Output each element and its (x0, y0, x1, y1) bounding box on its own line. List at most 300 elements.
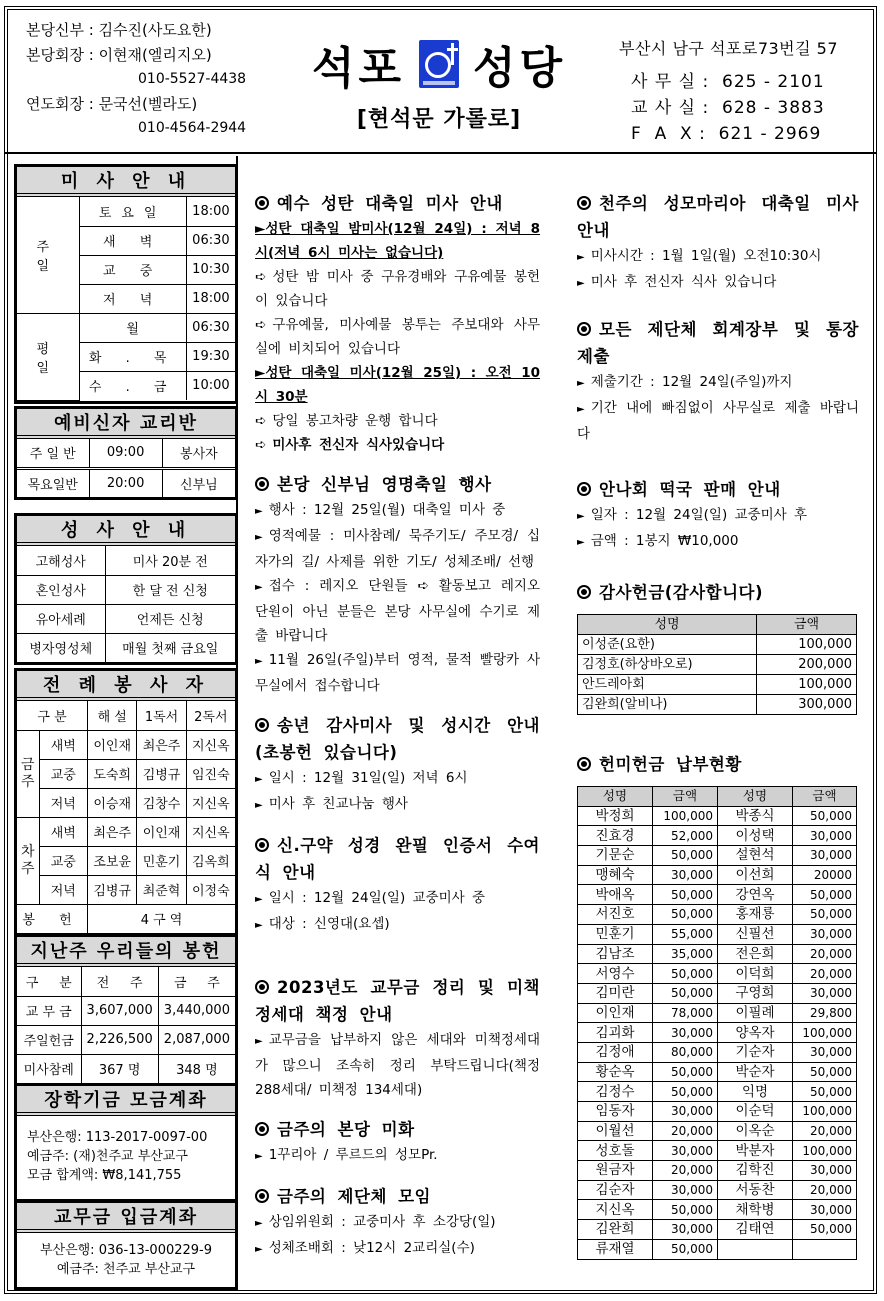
dues-account-number: 부산은행: 036-13-000229-9 (39, 1243, 213, 1258)
scholarship-box (14, 1083, 238, 1202)
scholarship-total: 모금 합계액: ₩8,141,755 (27, 1168, 182, 1183)
christmas-eve-mass: ►성탄 대축일 밤미사(12월 24일) : 저녁 8시(저녁 6시 미사는 없습니다) (255, 221, 540, 261)
donor-amount: 30,000 (793, 826, 857, 846)
donor-amount: 100,000 (793, 1023, 857, 1043)
header-cell: 구 분 (17, 701, 88, 730)
bulletin-header (4, 6, 877, 154)
donor-name: 박순자 (718, 1062, 793, 1082)
curr-value: 348 명 (158, 1054, 235, 1083)
right-column (577, 190, 859, 1274)
catechumen-title: 예비신자 교리반 (17, 409, 235, 439)
ledger-section (577, 316, 859, 446)
curr-value: 3,440,000 (158, 996, 235, 1025)
table-row (578, 1042, 857, 1062)
middle-column (255, 190, 540, 1276)
announcement-line: ➪ 당일 봉고차량 운행 합니다 (255, 413, 438, 429)
arrow-icon: ➪ (255, 269, 267, 285)
tteokguk-section (577, 476, 859, 555)
triangle-bullet-icon: ► (255, 894, 263, 905)
donor-name: 지신옥 (578, 1200, 653, 1220)
circle-bullet-icon (255, 1122, 269, 1136)
section-title: 예수 성탄 대축일 미사 안내 (255, 190, 540, 217)
table-row: 김정호(하상바오로) 200,000 (578, 655, 857, 675)
donor-name: 서진호 (578, 905, 653, 925)
contact-fax: F A X : 621 - 2969 (631, 124, 822, 144)
dues-account-holder: 예금주: 천주교 부산교구 (56, 1262, 196, 1277)
triangle-bullet-icon: ► (255, 1036, 263, 1047)
yeondo-name: 문국선(벨라도) (98, 94, 198, 113)
table-row (578, 1062, 857, 1082)
donor-name: 강연옥 (718, 885, 793, 905)
donor-name: 구영희 (718, 983, 793, 1003)
donor-amount: 20,000 (793, 1121, 857, 1141)
donor-amount: 100,000 (653, 806, 718, 826)
commentator: 조보윤 (88, 846, 137, 875)
section-title: 금주의 본당 미화 (255, 1116, 540, 1143)
mass-day: 화 . 목 (79, 342, 186, 371)
mass-cell: 새벽 (39, 730, 88, 759)
donor-amount: 50,000 (653, 983, 718, 1003)
mass-cell: 저녁 (39, 875, 88, 904)
donor-name: 김태연 (718, 1220, 793, 1240)
donor-name: 류재열 (578, 1239, 653, 1259)
title-right: 성당 (473, 43, 567, 94)
donor-amount: 20000 (793, 865, 857, 885)
mass-day: 토요일 (79, 197, 186, 226)
table-row (578, 885, 857, 905)
sacraments-title: 성 사 안 내 (17, 516, 235, 546)
table-row (578, 1239, 857, 1259)
table-row (578, 1003, 857, 1023)
table-row (578, 944, 857, 964)
donor-amount: 30,000 (793, 846, 857, 866)
reader-1: 민훈기 (137, 846, 186, 875)
donor-amount: 50,000 (793, 1062, 857, 1082)
donor-name: 김정애 (578, 1042, 653, 1062)
donor-amount: 20,000 (793, 964, 857, 984)
prev-value: 367 명 (81, 1054, 158, 1083)
commentator: 이인재 (88, 730, 137, 759)
donor-amount: 50,000 (653, 885, 718, 905)
christmas-section (255, 190, 540, 457)
table-row: 안드레아회 100,000 (578, 675, 857, 695)
table-row (578, 1102, 857, 1122)
announcement-line: ► 영적예물 : 미사참례/ 묵주기도/ 주모경/ 십자가의 길/ 사제를 위한 기도/ 성체조배/ 선행 (255, 528, 540, 570)
announcement-line: ► 미사 후 전신자 식사 있습니다 (577, 274, 777, 290)
donor-amount: 30,000 (793, 1200, 857, 1220)
sacrament-info: 미사 20분 전 (105, 546, 235, 575)
announcement-line: ► 접수 : 레지오 단원들 ➪ 활동보고 레지오 단원이 아닌 분들은 본당 사무실에 수기로 제출 바랍니다 (255, 578, 540, 644)
section-title: 헌미헌금 납부현황 (577, 751, 859, 778)
donor-amount: 50,000 (793, 806, 857, 826)
arrow-icon: ➪ (255, 317, 267, 333)
president-name: 이현재(엘리지오) (98, 45, 212, 64)
donor-amount: 30,000 (653, 1141, 718, 1161)
next-week-label: 차주 (17, 817, 39, 904)
announcement-line: ► 제출기간 : 12월 24일(주일)까지 (577, 374, 793, 390)
donor-name: 김남조 (578, 944, 653, 964)
donor-amount: 50,000 (793, 905, 857, 925)
this-week-label: 금주 (17, 730, 39, 817)
donor-name: 맹혜숙 (578, 865, 653, 885)
donor-name: 김정수 (578, 1082, 653, 1102)
donor-name: 김완희 (578, 1220, 653, 1240)
section-title: 신.구약 성경 완필 인증서 수여식 안내 (255, 836, 540, 882)
offering-label: 봉 헌 (17, 904, 88, 933)
header-cell: 성명 (578, 615, 757, 635)
mass-time: 10:00 (186, 371, 235, 400)
reader-1: 김병규 (137, 759, 186, 788)
reader-2: 이정숙 (186, 875, 235, 904)
row-label: 주일헌금 (17, 1025, 81, 1054)
mass-guide-table (17, 197, 235, 401)
president-label: 본당회장 : (26, 45, 99, 64)
section-title: 금주의 제단체 모임 (255, 1183, 540, 1210)
donor-amount: 50,000 (653, 1239, 718, 1259)
donor-name: 설현석 (718, 846, 793, 866)
circle-bullet-icon (255, 1189, 269, 1203)
class-name: 주 일 반 (17, 439, 89, 468)
donor-name: 성호돌 (578, 1141, 653, 1161)
yeondo-phone: 010-4564-2944 (138, 120, 247, 136)
donor-name: 황순옥 (578, 1062, 653, 1082)
scholarship-account: 부산은행: 113-2017-0097-00 (27, 1130, 208, 1145)
circle-bullet-icon (255, 980, 269, 994)
weekday-label: 평 일 (17, 313, 79, 400)
donor-amount: 30,000 (793, 1161, 857, 1181)
sacraments-box (14, 513, 238, 665)
thanks-section (577, 579, 859, 715)
donor-name: 채학병 (718, 1200, 793, 1220)
header-cell: 금 주 (158, 967, 235, 996)
table-row (578, 1180, 857, 1200)
circle-bullet-icon (255, 477, 269, 491)
donor-amount: 52,000 (653, 826, 718, 846)
donor-amount: 30,000 (653, 1102, 718, 1122)
donor-amount: 50,000 (653, 1062, 718, 1082)
mass-time: 18:00 (186, 284, 235, 313)
announcement-line: ► 일자 : 12월 24일(일) 교중미사 후 (577, 507, 808, 523)
donor-name: 박애옥 (578, 885, 653, 905)
pastor-label: 본당신부 : (26, 21, 99, 39)
donor-amount: 80,000 (653, 1042, 718, 1062)
reader-2: 김옥희 (186, 846, 235, 875)
triangle-bullet-icon: ► (255, 1151, 263, 1162)
sacrament-name: 고해성사 (17, 546, 105, 575)
triangle-bullet-icon: ► (255, 656, 263, 667)
donor-name: 이덕희 (718, 964, 793, 984)
triangle-bullet-icon: ► (577, 278, 585, 289)
circle-bullet-icon (255, 838, 269, 852)
donor-amount: 30,000 (793, 983, 857, 1003)
reader-2: 지신옥 (186, 788, 235, 817)
sacrament-name: 혼인성사 (17, 575, 105, 604)
contact-office: 사 무 실 : 625 - 2101 (631, 72, 825, 92)
donor-amount: 20,000 (653, 1121, 718, 1141)
mass-cell: 새벽 (39, 817, 88, 846)
sacrament-name: 유아세례 (17, 604, 105, 633)
announcement-line: ► 금액 : 1봉지 ₩10,000 (577, 533, 739, 549)
class-time: 09:00 (89, 439, 162, 468)
reader-2: 지신옥 (186, 730, 235, 759)
announcement-line: ➪ 구유예물, 미사예물 봉투는 주보대와 사무실에 비치되어 있습니다 (255, 317, 540, 357)
contact-teacher-room: 교 사 실 : 628 - 3883 (631, 98, 825, 118)
donor-name: 기문순 (578, 846, 653, 866)
servers-box (14, 668, 238, 936)
table-row (578, 983, 857, 1003)
announcement-line: ► 교무금을 납부하지 않은 세대와 미책정세대가 많으니 조속히 정리 부탁드립니다(책정 288세대/ 미책정 134세대) (255, 1032, 540, 1098)
announcement-line: ► 미사 후 친교나눔 행사 (255, 796, 408, 812)
donor-name: 김학진 (718, 1161, 793, 1181)
header-cell: 금액 (793, 787, 857, 807)
triangle-bullet-icon: ► (255, 800, 263, 811)
header-cell: 전 주 (81, 967, 158, 996)
donor-name (718, 1239, 793, 1259)
commentator: 이승재 (88, 788, 137, 817)
table-row (578, 826, 857, 846)
dues-account-box (14, 1200, 238, 1290)
donor-amount: 30,000 (653, 1180, 718, 1200)
table-row (578, 865, 857, 885)
triangle-bullet-icon: ► (577, 378, 585, 389)
section-title: 천주의 성모마리아 대축일 미사 안내 (577, 194, 859, 240)
triangle-bullet-icon: ► (577, 511, 585, 522)
arrow-icon: ➪ (255, 437, 267, 453)
reader-1: 최준혁 (137, 875, 186, 904)
catechumen-box (14, 406, 238, 500)
donor-amount: 30,000 (793, 1042, 857, 1062)
announcement-line: ► 미사시간 : 1월 1일(월) 오전10:30시 (577, 248, 822, 264)
donor-amount: 30,000 (793, 924, 857, 944)
sunday-label: 주 일 (17, 197, 79, 313)
mass-time: 18:00 (186, 197, 235, 226)
mass-time: 06:30 (186, 313, 235, 342)
last-week-table (17, 967, 235, 1083)
announcement-line: ► 대상 : 신영대(요셉) (255, 916, 390, 932)
header-cell: 금액 (653, 787, 718, 807)
offering-district: 4 구 역 (88, 904, 235, 933)
year-end-section (255, 712, 540, 818)
donor-amount: 30,000 (653, 1023, 718, 1043)
triangle-bullet-icon: ► (577, 252, 585, 263)
announcement-line: ► 상임위원회 : 교중미사 후 소강당(일) (255, 1214, 496, 1230)
mass-day: 새 벽 (79, 226, 186, 255)
donor-name: 양옥자 (718, 1023, 793, 1043)
groups-section (255, 1183, 540, 1262)
mass-cell: 교중 (39, 846, 88, 875)
class-teacher: 봉사자 (162, 439, 235, 468)
circle-bullet-icon (577, 196, 591, 210)
announcement-line: ► 11월 26일(주일)부터 영적, 물적 빨랑카 사무실에서 접수합니다 (255, 652, 540, 694)
mass-time: 19:30 (186, 342, 235, 371)
table-row (578, 846, 857, 866)
mass-day: 교 중 (79, 255, 186, 284)
donor-name: 이선희 (718, 865, 793, 885)
section-title: 2023년도 교무금 정리 및 미책정세대 책정 안내 (255, 978, 540, 1024)
header-cell: 구 분 (17, 967, 81, 996)
scholarship-body (17, 1116, 235, 1199)
thanks-table (577, 614, 857, 715)
donor-amount: 100,000 (793, 1141, 857, 1161)
header-cell: 성명 (578, 787, 653, 807)
sacrament-info: 매월 첫째 금요일 (105, 633, 235, 662)
pastor-name: 김수진(사도요한) (98, 21, 212, 39)
donor-name: 서영수 (578, 964, 653, 984)
announcement-line: ➪ 성탄 밤 미사 중 구유경배와 구유예물 봉헌이 있습니다 (255, 269, 540, 309)
curr-value: 2,087,000 (158, 1025, 235, 1054)
donor-amount: 50,000 (653, 905, 718, 925)
announcement-line: ► 일시 : 12월 24일(일) 교중미사 중 (255, 890, 486, 906)
building-fund-section (577, 751, 859, 1260)
circle-bullet-icon (577, 482, 591, 496)
title-left: 석포 (311, 43, 405, 94)
staff-info (26, 18, 246, 141)
reader-2: 임진숙 (186, 759, 235, 788)
mass-guide-title: 미 사 안 내 (17, 167, 235, 197)
yeondo-label: 연도회장 : (26, 94, 99, 113)
section-title: 송년 감사미사 및 성시간 안내(초봉헌 있습니다) (255, 716, 540, 762)
scholarship-title: 장학기금 모금계좌 (17, 1086, 235, 1116)
pastor-feast-section (255, 471, 540, 698)
triangle-bullet-icon: ► (255, 506, 263, 517)
donor-name: 김괴화 (578, 1023, 653, 1043)
last-week-box (14, 934, 238, 1086)
donor-name: 기순자 (718, 1042, 793, 1062)
mass-cell: 저녁 (39, 788, 88, 817)
class-name: 목요일반 (17, 468, 89, 497)
header-cell: 2독서 (186, 701, 235, 730)
donor-name: 이인재 (578, 1003, 653, 1023)
mass-guide-box (14, 164, 238, 404)
table-row (578, 964, 857, 984)
table-row (578, 1200, 857, 1220)
triangle-bullet-icon: ► (255, 1244, 263, 1255)
contact-info (619, 36, 838, 147)
reader-1: 최은주 (137, 730, 186, 759)
row-label: 미사참례 (17, 1054, 81, 1083)
commentator: 최은주 (88, 817, 137, 846)
arrow-icon: ➪ (255, 413, 267, 429)
donor-amount: 30,000 (653, 865, 718, 885)
table-row: 이성준(요한) 100,000 (578, 635, 857, 655)
left-column (6, 156, 238, 1290)
announcement-line: ► 성체조배회 : 낮12시 2교리실(수) (255, 1240, 475, 1256)
christmas-day-mass: ►성탄 대축일 미사(12월 25일) : 오전 10시 30분 (255, 365, 540, 405)
scholarship-holder: 예금주: (재)천주교 부산교구 (27, 1149, 188, 1164)
circle-bullet-icon (577, 322, 591, 336)
class-teacher: 신부님 (162, 468, 235, 497)
announcement-line: ► 1꾸리아 / 루르드의 성모Pr. (255, 1147, 438, 1163)
table-row (578, 806, 857, 826)
prev-value: 2,226,500 (81, 1025, 158, 1054)
mass-day: 저 녁 (79, 284, 186, 313)
donor-amount: 50,000 (653, 1082, 718, 1102)
donor-amount (793, 1239, 857, 1259)
donor-name: 원금자 (578, 1161, 653, 1181)
table-row (578, 905, 857, 925)
donor-amount: 20,000 (653, 1161, 718, 1181)
reader-1: 김창수 (137, 788, 186, 817)
dues-account-body (17, 1233, 235, 1287)
patron-subtitle: [현석문 가롤로] (356, 107, 522, 132)
donor-name: 익명 (718, 1082, 793, 1102)
donor-name: 이순덕 (718, 1102, 793, 1122)
donor-name: 김미란 (578, 983, 653, 1003)
donor-name: 박분자 (718, 1141, 793, 1161)
mass-time: 06:30 (186, 226, 235, 255)
donor-amount: 30,000 (653, 1220, 718, 1240)
donor-name: 김순자 (578, 1180, 653, 1200)
reader-2: 지신옥 (186, 817, 235, 846)
header-cell: 금액 (757, 615, 857, 635)
mass-day: 수 . 금 (79, 371, 186, 400)
mary-section (577, 190, 859, 296)
president-phone: 010-5527-4438 (138, 71, 247, 87)
donor-name: 서동찬 (718, 1180, 793, 1200)
church-title (309, 32, 569, 133)
donor-amount: 55,000 (653, 924, 718, 944)
reader-1: 이인재 (137, 817, 186, 846)
header-cell: 성명 (718, 787, 793, 807)
triangle-bullet-icon: ► (255, 532, 263, 543)
dues-account-title: 교무금 입금계좌 (17, 1203, 235, 1233)
header-cell: 해 설 (88, 701, 137, 730)
header-cell: 1독서 (137, 701, 186, 730)
table-row (578, 1121, 857, 1141)
donor-amount: 50,000 (793, 1082, 857, 1102)
catechumen-table (17, 439, 235, 497)
donor-amount: 50,000 (793, 885, 857, 905)
donor-amount: 20,000 (793, 1180, 857, 1200)
prev-value: 3,607,000 (81, 996, 158, 1025)
section-title: 안나회 떡국 판매 안내 (577, 476, 859, 503)
table-row (578, 1161, 857, 1181)
announcement-line: ➪ 미사후 전신자 식사있습니다 (255, 437, 445, 453)
donor-name: 홍재룡 (718, 905, 793, 925)
triangle-bullet-icon: ► (255, 774, 263, 785)
table-row (578, 924, 857, 944)
donor-amount: 78,000 (653, 1003, 718, 1023)
donor-amount: 35,000 (653, 944, 718, 964)
triangle-bullet-icon: ► (577, 404, 585, 415)
donor-amount: 50,000 (653, 964, 718, 984)
triangle-bullet-icon: ► (255, 582, 263, 593)
donor-amount: 50,000 (653, 846, 718, 866)
donor-name: 박종식 (718, 806, 793, 826)
circle-bullet-icon (255, 196, 269, 210)
circle-bullet-icon (577, 757, 591, 771)
sacrament-info: 언제든 신청 (105, 604, 235, 633)
donor-name: 이성택 (718, 826, 793, 846)
last-week-title: 지난주 우리들의 봉헌 (17, 937, 235, 967)
sacraments-table (17, 546, 235, 662)
donor-name: 임동자 (578, 1102, 653, 1122)
address: 부산시 남구 석포로73번길 57 (619, 39, 839, 58)
announcement-line: ► 행사 : 12월 25일(월) 대축일 미사 중 (255, 502, 506, 518)
donor-name: 이필례 (718, 1003, 793, 1023)
sacrament-name: 병자영성체 (17, 633, 105, 662)
building-fund-table (577, 786, 857, 1260)
donor-name: 박정희 (578, 806, 653, 826)
triangle-bullet-icon: ► (255, 1218, 263, 1229)
circle-bullet-icon (577, 585, 591, 599)
table-row: 김완희(알비나) 300,000 (578, 695, 857, 715)
mass-time: 10:30 (186, 255, 235, 284)
cleaning-section (255, 1116, 540, 1169)
class-time: 20:00 (89, 468, 162, 497)
donor-name: 신필선 (718, 924, 793, 944)
table-row (578, 1082, 857, 1102)
